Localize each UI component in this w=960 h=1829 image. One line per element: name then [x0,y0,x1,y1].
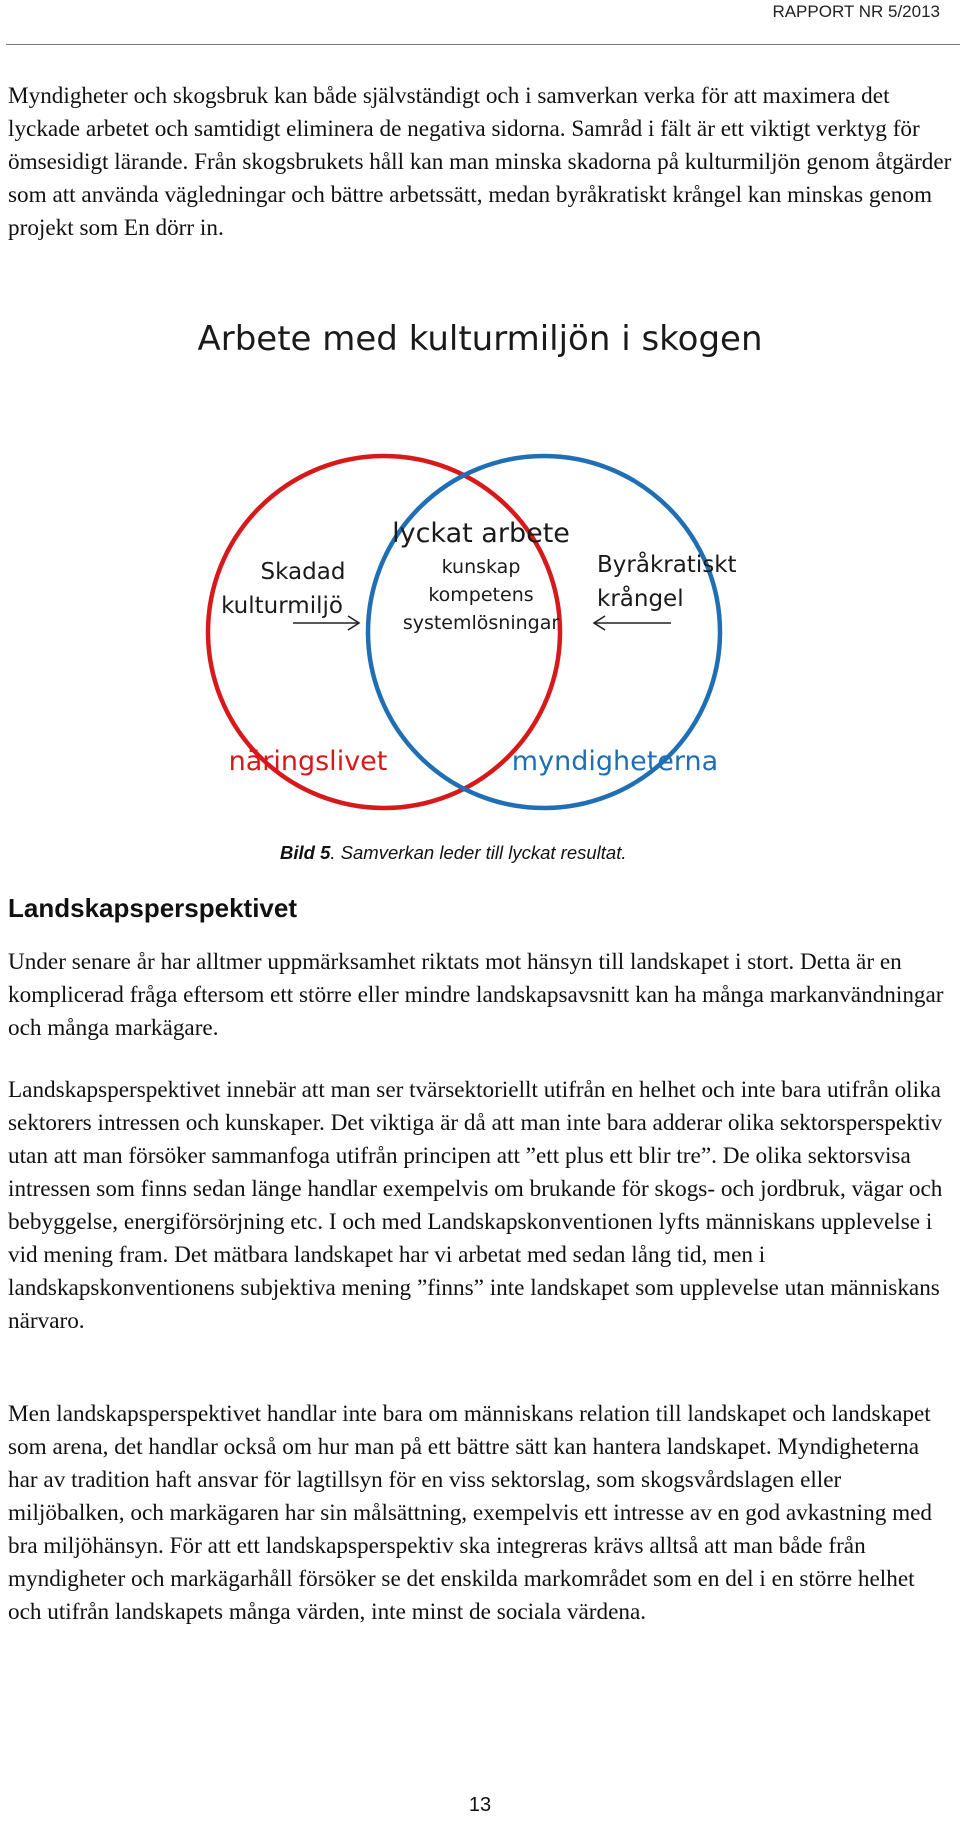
diagram-title: Arbete med kulturmiljön i skogen [197,319,763,359]
caption-label: Bild 5 [280,842,331,863]
header-divider [6,44,960,45]
center-item: kunskap [441,556,521,578]
center-item: kompetens [428,584,534,606]
figure-caption [280,842,626,864]
left-circle-label: näringslivet [228,746,388,777]
body-paragraph: Landskapsperspektivet innebär att man ser tvärsektoriellt utifrån en helhet och inte bara utifrån olika sektorers intressen och kunskaper. Det viktiga är då att man inte bara adderar olika sektorsperspektiv utan att man försöker sammanfoga utifrån principen att ”ett plus ett blir tre”. De olika sektorsvisa intressen som finns sedan länge handlar exempelvis om brukande för skogs- och jordbruk, vägar och bebyggelse, energiförsörjning etc. I och med Landskapskonventionen lyfts människans upplevelse i vid mening fram. Det mätbara landskapet har vi arbetat med sedan lång tid, men i landskapskonventionens subjektiva mening ”finns” inte landskapet som upplevelse utan människans närvaro. [8,1077,943,1334]
center-item: systemlösningar [402,612,560,634]
right-arrow [594,616,671,630]
left-label-line: kulturmiljö [221,593,343,619]
left-label-line: Skadad [260,559,346,585]
intro-paragraph: Myndigheter och skogsbruk kan både självständigt och i samverkan verka för att maximera det lyckade arbetet och samtidigt eliminera de negativa sidorna. Samråd i fält är ett viktigt verktyg för ömsesidigt lärande. Från skogsbrukets håll kan man minska skadorna på kulturmiljön genom åtgärder som att använda vägledningar och bättre arbetssätt, medan byråkratiskt krångel kan minskas genom projekt som En dörr in. [8,83,952,241]
body-paragraph: Men landskapsperspektivet handlar inte bara om människans relation till landskapet och landskapet som arena, det handlar också om hur man på ett bättre sätt kan hantera landskapet. Myndigheterna har av tradition haft ansvar för lagtillsyn för en viss sektorslag, som skogsvårdslagen eller miljöbalken, och markägaren har sin målsättning, exempelvis ett intresse av en god avkastning med bra miljöhänsyn. För att ett landskapsperspektiv ska integreras krävs alltså att man både från myndigheter och markägarhåll försöker se det enskilda markområdet som en del i en större helhet och utifrån landskapets många värden, inte minst de sociala värdena. [8,1401,933,1625]
center-heading: lyckat arbete [392,518,570,549]
caption-text: . Samverkan leder till lyckat resultat. [330,842,627,863]
body-paragraph: Under senare år har alltmer uppmärksamhet riktats mot hänsyn till landskapet i stort. Detta är en komplicerad fråga eftersom ett större eller mindre landskapsavsnitt kan ha många markanvändningar och många markägare. [8,949,944,1041]
right-label-line: Byråkratiskt [597,552,737,578]
report-title: RAPPORT NR 5/2013 [772,2,940,21]
page-number: 13 [468,1794,492,1816]
venn-diagram [0,300,960,820]
section-heading: Landskapsperspektivet [8,893,298,923]
right-circle-label: myndigheterna [511,746,719,777]
right-label-line: krångel [597,586,684,612]
